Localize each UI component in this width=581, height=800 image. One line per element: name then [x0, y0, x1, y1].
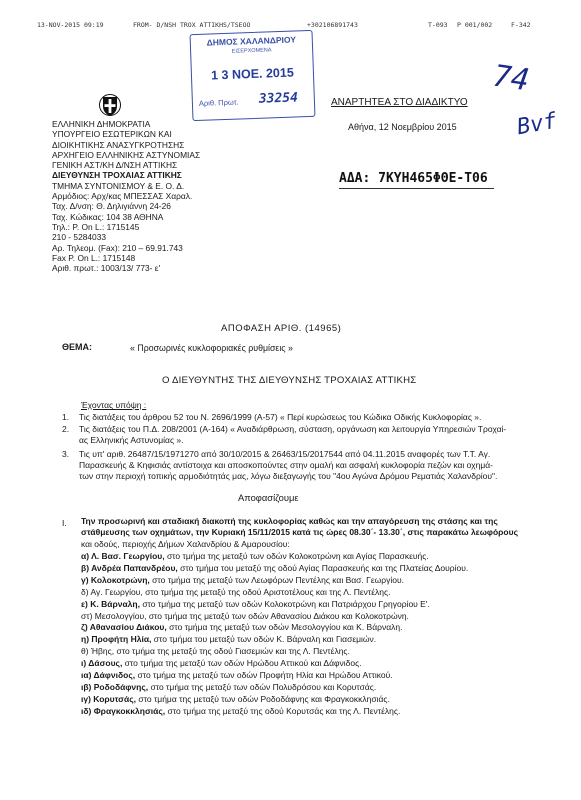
decision-title: ΑΠΟΦΑΣΗ ΑΡΙΘ. (14965)	[221, 323, 342, 334]
header-line: ΓΕΝΙΚΗ ΑΣΤ/ΚΗ Δ/ΝΣΗ ΑΤΤΙΚΗΣ	[52, 160, 178, 171]
ada-underline	[339, 188, 494, 189]
header-line: Fax P. On L.: 1715148	[52, 252, 136, 263]
fax-phone: +302106891743	[307, 21, 358, 29]
header-line: Αρ. Τηλεομ. (Fax): 210 – 69.91.743	[52, 242, 183, 253]
decision-num: I.	[62, 518, 67, 528]
header-line: ΤΜΗΜΑ ΣΥΝΤΟΝΙΣΜΟΥ & Ε. Ο. Δ.	[52, 180, 185, 191]
issuer-header	[52, 119, 200, 273]
stamp-title: ΔΗΜΟΣ ΧΑΛΑΝΔΡΙΟΥ	[206, 34, 297, 48]
header-line: Αριθ. πρωτ.: 1003/13/ 773- ε'	[52, 263, 161, 274]
header-line: ΥΠΟΥΡΓΕΙΟ ΕΣΩΤΕΡΙΚΩΝ ΚΑΙ	[52, 129, 172, 140]
street-item: στ) Μεσολογγίου, στο τμήμα της μεταξύ των οδών Αθανασίου Διάκου και Κολοκοτρώνη.	[81, 610, 409, 621]
header-line: ΑΡΧΗΓΕΙΟ ΕΛΛΗΝΙΚΗΣ ΑΣΤΥΝΟΜΙΑΣ	[52, 149, 201, 160]
handwritten-initials: Bvf	[515, 108, 559, 141]
street-item: ιβ) Ροδοδάφνης, στο τμήμα της μεταξύ των οδών Πολυδρόσου και Κορυτσάς.	[81, 681, 377, 692]
place-date: Αθήνα, 12 Νοεμβρίου 2015	[348, 122, 457, 132]
fax-page: P 001/002	[457, 21, 493, 29]
decision-intro-line: στάθμευσης των οχημάτων, την Κυριακή 15/11/2015 κατά τις ώρες 08.30΄- 13.30΄, στις παρακάτω λεωφόρους	[81, 527, 518, 538]
decision-intro-line: Την προσωρινή και σταδιακή διακοπή της κυκλοφορίας καθώς και την απαγόρευση της στάσης και της	[81, 516, 498, 526]
street-item: δ) Αγ. Γεωργίου, στο τμήμα της μεταξύ της οδού Αριστοτέλους και της Λ. Πεντέλης.	[81, 586, 391, 597]
post-notice: ΑΝΑΡΤΗΤΕΑ ΣΤΟ ΔΙΑΔΙΚΤΥΟ	[331, 97, 468, 108]
streets-list	[81, 551, 468, 718]
street-item: η) Προφήτη Ηλία, στο τμήμα του μεταξύ των οδών Κ. Βάρναλη και Γιασεμιών.	[81, 634, 377, 645]
header-line: Τηλ.: Ρ. On L.: 1715145	[52, 221, 140, 232]
street-item: α) Λ. Βασ. Γεωργίου, στο τμήμα της μεταξύ των οδών Κολοκοτρώνη και Αγίας Παρασκευής.	[81, 551, 429, 561]
fax-code: F-342	[511, 21, 531, 29]
street-item: ιδ) Φραγκοκκλησιάς, στο τμήμα της μεταξύ της οδού Κορυτσάς και της Λ. Πεντέλης.	[81, 705, 401, 716]
street-item: ε) Κ. Βάρναλη, στο τμήμα της μεταξύ των οδών Κολοκοτρώνη και Πατριάρχου Γρηγορίου Ε'.	[81, 598, 430, 609]
handwritten-mark: 74	[490, 58, 532, 99]
header-line: ΕΛΛΗΝΙΚΗ ΔΗΜΟΚΡΑΤΙΑ	[52, 119, 151, 129]
street-item: ι) Δάσους, στο τμήμα της μεταξύ των οδών Ηρώδου Αττικού και Δάφνιδος.	[81, 658, 362, 669]
street-item: ζ) Αθανασίου Διάκου, στο τμήμα της μεταξύ των οδών Μεσολογγίου και Κ. Βάρναλη.	[81, 622, 403, 633]
stamp-protocol-label: Αριθ. Πρωτ.	[198, 97, 239, 108]
having-regard: Έχοντας υπόψη :	[81, 400, 147, 410]
header-line: 210 - 5284033	[52, 232, 107, 243]
considerations-list	[62, 412, 506, 482]
street-item: γ) Κολοκοτρώνη, στο τμήμα της μεταξύ των Λεωφόρων Πεντέλης και Βασ. Γεωργίου.	[81, 574, 404, 585]
stamp-protocol-number: 33254	[258, 90, 299, 107]
ada-handwritten: ΑΔΑ: 7ΚΥΗ465ΦΘΕ-Τ06	[339, 171, 488, 186]
street-item: β) Ανδρέα Παπανδρέου, στο τμήμα του μεταξύ της οδού Αγίας Παρασκευής και της Πλατείας Δουρίου.	[81, 562, 469, 573]
decision-intro	[81, 516, 518, 550]
street-item: ιγ) Κορυτσάς, στο τμήμα της μεταξύ των οδών Ροδοδάφνης και Φραγκοκκλησιάς.	[81, 693, 390, 704]
we-decide: Αποφασίζουμε	[238, 492, 299, 503]
subject-label: ΘΕΜΑ:	[62, 342, 92, 352]
header-line: Ταχ. Δ/νση: Θ. Δηλιγιάννη 24-26	[52, 201, 171, 212]
street-item: ια) Δάφνιδος, στο τμήμα της μεταξύ των οδών Προφήτη Ηλία και Ηρώδου Αττικού.	[81, 670, 393, 681]
header-line: Αρμόδιος: Αρχ/κας ΜΠΕΣΣΑΣ Χαραλ.	[52, 191, 193, 202]
header-line: Ταχ. Κώδικας: 104 38 ΑΘΗΝΑ	[52, 211, 164, 222]
decision-intro-line: και οδούς, περιοχής Δήμων Χαλανδρίου & Αμαρουσίου:	[81, 538, 290, 549]
fax-tx: T-093	[428, 21, 448, 29]
stamp-date: 1 3 ΝΟΕ. 2015	[210, 65, 295, 83]
fax-date: 13-NOV-2015 09:19	[37, 21, 104, 29]
incoming-stamp	[190, 30, 316, 121]
director-heading: Ο ΔΙΕΥΘΥΝΤΗΣ ΤΗΣ ΔΙΕΥΘΥΝΣΗΣ ΤΡΟΧΑΙΑΣ ΑΤΤΙΚΗΣ	[162, 375, 417, 386]
street-item: θ) Ήβης, στο τμήμα της μεταξύ της οδού Γιασεμιών και της Λ. Πεντέλης.	[81, 646, 350, 657]
subject-text: « Προσωρινές κυκλοφοριακές ρυθμίσεις »	[130, 343, 293, 353]
header-line: ΔΙΟΙΚΗΤΙΚΗΣ ΑΝΑΣΥΓΚΡΟΤΗΣΗΣ	[52, 139, 185, 150]
stamp-subtitle: ΕΙΣΕΡΧΟΜΕΝΑ	[231, 47, 272, 55]
consideration-item: 1. Τις διατάξεις του άρθρου 52 του Ν. 2696/1999 (Α-57) « Περί κυρώσεως του Κώδικα Οδικής Κυκλοφορίας ».	[62, 412, 482, 422]
consideration-item: 2. Τις διατάξεις του Π.Δ. 208/2001 (Α-164) « Αναδιάρθρωση, σύσταση, οργάνωση και λειτουργία Υπηρεσιών Τροχαί- ας Ελληνικής Αστυνομίας ».	[62, 424, 507, 445]
fax-from: FROM- D/NSH TROX ATTIKHS/TSEOO	[133, 21, 251, 29]
consideration-item: 3. Τις υπ' αριθ. 26487/15/1971270 από 30/10/2015 & 26463/15/2017544 από 04.11.2015 αναφορές των Τ.Τ. Αγ. Παρασκευής & Κηφισιάς αντίστοιχα και αποσκοπούντες στην ομαλή και ασφαλή κυκλοφορία πεζών και οχημά- των στην περιοχή τοπικής αρμοδιότητάς μας, λόγω διεξαγωγής του "4ου Αγώνα Δρόμου Ρεματιάς Χαλανδρίου".	[62, 449, 498, 481]
header-line: ΔΙΕΥΘΥΝΣΗ ΤΡΟΧΑΙΑΣ ΑΤΤΙΚΗΣ	[52, 170, 182, 181]
